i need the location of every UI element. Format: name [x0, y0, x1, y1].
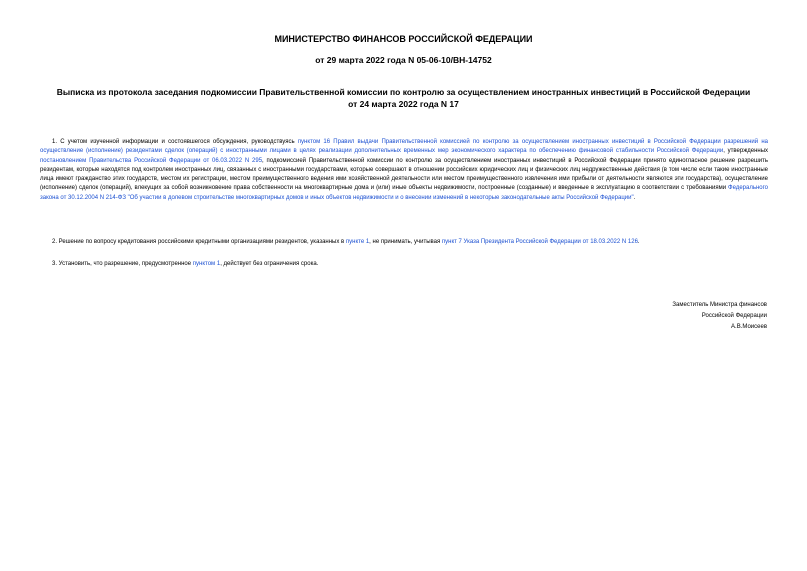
paragraph-1-text-3: , подкомиссией Правительственной комиссии по контролю за осуществлением иностранных инвестиций в Российской Федерации принято единогласное решение разрешить резидентам, которые находятся под контролем иностранных лиц, связанных с иностранными государствами, которые совершают в отношении российских юридических лиц и физических лиц недружественные действия (в том числе если такие иностранные лица имеют гражданство этих государств, местом их регистрации, местом преимущественного ведения ими хозяйственной деятельности или местом преимущественного извлечения ими прибыли от деятельности являются эти государства), осуществление (исполнение) сделок (операций), влекущих за собой возникновение права собственности на многоквартирные дома и (или) иные объекты недвижимости, построенные (созданные) и введенные в эксплуатацию в соответствии с требованиями [40, 157, 768, 192]
paragraph-1 [40, 138, 768, 203]
link-government-decree-295[interactable]: постановлением Правительства Российской Федерации от 06.03.2022 N 295 [40, 157, 263, 164]
ministry-heading: МИНИСТЕРСТВО ФИНАНСОВ РОССИЙСКОЙ ФЕДЕРАЦИИ [274, 34, 533, 44]
signature-block [672, 300, 767, 333]
paragraph-1-text-2: , утвержденных [723, 148, 769, 155]
paragraph-1-text-1: 1. С учетом изученной информации и состоявшегося обсуждения, руководствуясь [52, 139, 298, 145]
signature-name: А.В.Моисеев [731, 324, 767, 330]
signature-organization: Российской Федерации [701, 313, 767, 319]
paragraph-3-text-2: , действует без ограничения срока. [220, 261, 319, 267]
link-point-1-ref[interactable]: пунктом 1 [192, 261, 221, 267]
paragraph-1-text-4: . [633, 194, 636, 201]
paragraph-3-text-1: 3. Установить, что разрешение, предусмотренное [52, 261, 193, 267]
link-point-1[interactable]: пункте 1 [345, 239, 370, 245]
document-title-line2: от 24 марта 2022 года N 17 [348, 99, 459, 109]
letter-reference: от 29 марта 2022 года N 05-06-10/ВН-14752 [315, 55, 492, 65]
document-title [0, 86, 807, 110]
paragraph-2-text-3: . [637, 239, 640, 245]
paragraph-2 [40, 238, 768, 247]
paragraph-2-text-2: , не принимать, учитывая [369, 239, 442, 245]
paragraph-3 [40, 260, 768, 269]
paragraph-2-text-1: 2. Решение по вопросу кредитования российскими кредитными организациями резидентов, указанных в [52, 239, 346, 245]
link-federal-law-214[interactable]: Федерального закона от 30.12.2004 N 214-ФЗ "Об участии в долевом строительстве многоквартирных домов и иных объектов недвижимости и о внесении изменений в некоторые законодательные акты Российской Федерации" [40, 185, 768, 201]
link-rules-point-16[interactable]: пунктом 16 Правил выдачи Правительственной комиссией по контролю за осуществлением иностранных инвестиций в Российской Федерации разрешений на осуществление (исполнение) резидентами сделок (операций) с иностранными лицами в целях реализации дополнительных временных мер экономического характера по обеспечению финансовой стабильности Российской Федерации [40, 139, 768, 155]
document-title-line1: Выписка из протокола заседания подкомиссии Правительственной комиссии по контролю за осуществлением иностранных инвестиций в Российской Федерации [56, 87, 751, 97]
signature-position: Заместитель Министра финансов [672, 302, 767, 308]
link-presidential-decree-126[interactable]: пункт 7 Указа Президента Российской Федерации от 18.03.2022 N 126 [441, 239, 638, 245]
